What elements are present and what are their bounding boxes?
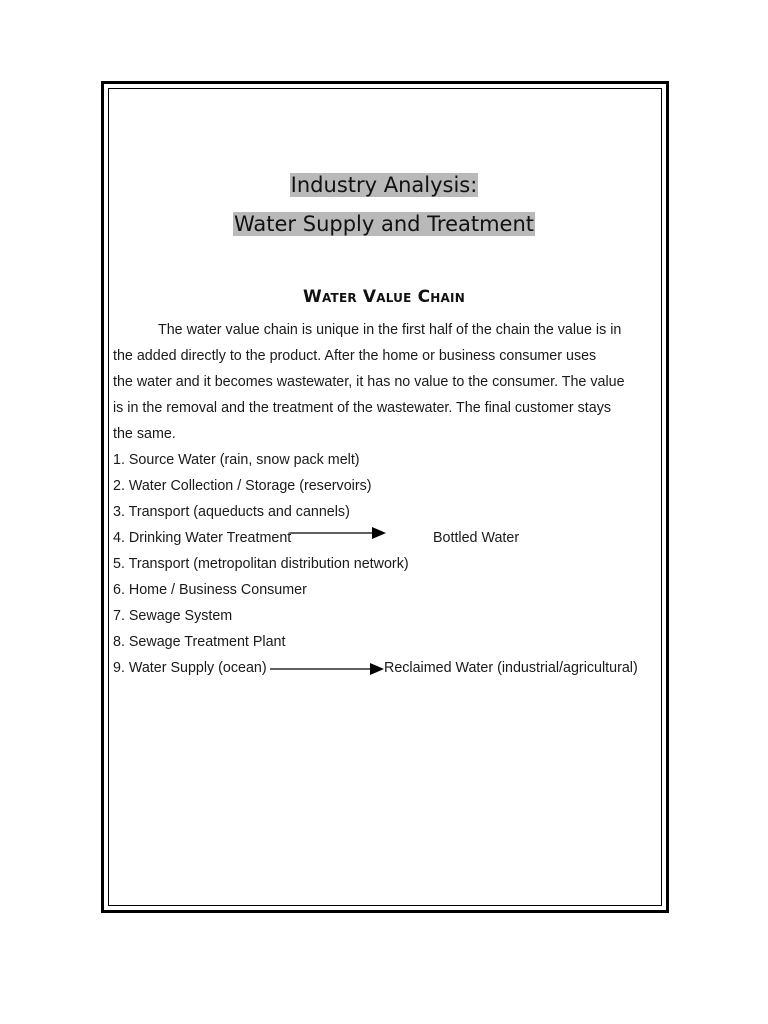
list-item-1: 1. Source Water (rain, snow pack melt) [113,452,360,468]
title-line-2 [0,211,768,237]
reclaimed-water-label: Reclaimed Water (industrial/agricultural) [384,660,638,676]
paragraph-line: the added directly to the product. After the home or business consumer uses [113,348,597,364]
list-item-8: 8. Sewage Treatment Plant [113,634,286,650]
list-item-7: 7. Sewage System [113,608,233,624]
list-item-2: 2. Water Collection / Storage (reservoirs) [113,478,372,494]
list-item-9: 9. Water Supply (ocean) [113,660,267,676]
arrow-icon [290,525,390,541]
paragraph-line: the water and it becomes wastewater, it has no value to the consumer. The value [113,374,625,390]
section-heading: Water Value Chain [303,287,465,307]
list-item-6: 6. Home / Business Consumer [113,582,307,598]
paragraph-line: is in the removal and the treatment of the wastewater. The final customer stays [113,400,611,416]
title-line-2-text: Water Supply and Treatment [233,212,535,236]
arrow-icon [270,662,386,678]
paragraph-line: the same. [113,426,176,442]
title-line-1 [0,172,768,198]
bottled-water-label: Bottled Water [433,530,520,546]
list-item-5: 5. Transport (metropolitan distribution network) [113,556,409,572]
page-border [101,81,669,913]
title-line-1-text: Industry Analysis: [290,173,478,197]
list-item-4: 4. Drinking Water Treatment [113,530,292,546]
list-item-3: 3. Transport (aqueducts and cannels) [113,504,350,520]
paragraph-line: The water value chain is unique in the first half of the chain the value is in [158,322,622,338]
